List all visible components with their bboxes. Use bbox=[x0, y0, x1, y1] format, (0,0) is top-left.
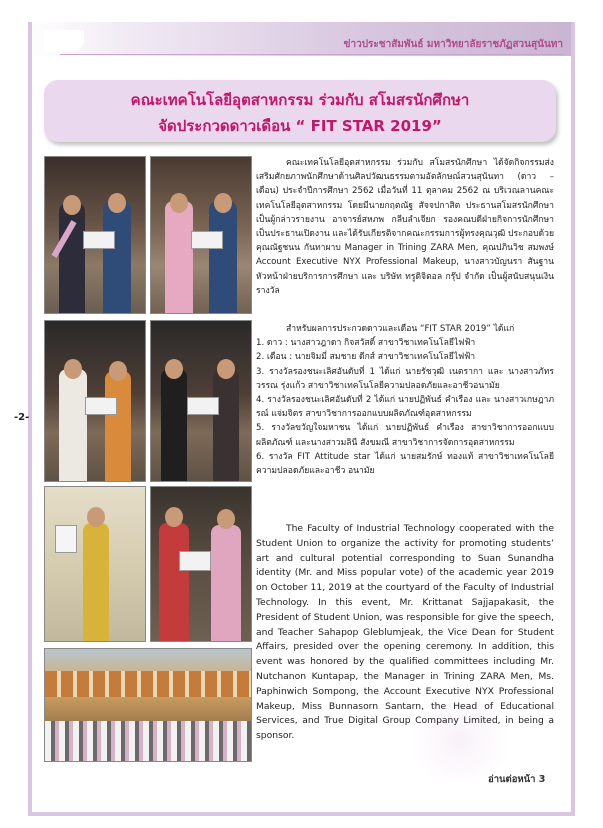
photo-award-3 bbox=[44, 320, 146, 482]
frame-right bbox=[571, 22, 575, 812]
result-item: 1. ดาว : นางสาวฎาดา กิจสวัสดิ์ สาขาวิชาเทคโนโลยีไฟฟ้า bbox=[256, 338, 476, 349]
paragraph-thai-1: คณะเทคโนโลยีอุตสาหกรรม ร่วมกับ สโมสรนักศึกษา ได้จัดกิจกรรมส่งเสริมศักยภาพนักศึกษาด้านศิลปวัฒนธรรมตามอัตลักษณ์สวนสุนันทา (ดาว – เดือน) ประจำปีการศึกษา 2562 เมื่อวันที่ 11 ตุลาคม 2562 ณ บริเวณลานคณะเทคโนโลยีอุตสาหกรรม โดยมีนายกฤตณัฐ สัจจปกาสิต ประธานสโมสรนักศึกษา เป็นผู้กล่าวรายงาน อาจารย์สหภพ กลีบลำเจียก รองคณบดีฝ่ายกิจการนักศึกษา เป็นประธานเปิดงาน และได้รับเกียรติจากคณะกรรมการผู้ทรงคุณวุฒิ ประกอบด้วย คุณณัฐชนน กันทาผาบ Manager in Trining ZARA Men, คุณปภินวิช สมพงษ์ Account Executive NYX Professional Makeup, นางสาวบัญนรา สันฐาน หัวหน้าฝ่ายบริการการศึกษา และ บริษัท ทรูดิจิตอล กรุ๊ป จำกัด เป็นผู้สนับสนุนเงินรางวัล bbox=[256, 158, 554, 296]
audience-crowd bbox=[45, 721, 251, 761]
photo-award-2 bbox=[150, 156, 252, 314]
result-item: 2. เดือน : นายจิมมี่ สมชาย ดีกส์ สาขาวิชาเทคโนโลยีไฟฟ้า bbox=[256, 352, 476, 363]
title-line-1: คณะเทคโนโลยีอุตสาหกรรม ร่วมกับ สโมสรนักศึกษา bbox=[130, 91, 470, 109]
header-divider bbox=[60, 54, 563, 55]
result-item: 4. รางวัลรองชนะเลิศอันดับที่ 2 ได้แก่ นายปฏิพันธ์ คำเรือง และ นางสาวเกษฎาภรณ์ แจ่มจิตร สาขาวิชาการออกแบบผลิตภัณฑ์อุตสาหกรรม bbox=[256, 395, 554, 420]
header-text: ข่าวประชาสัมพันธ์ มหาวิทยาลัยราชภัฏสวนสุนันทา bbox=[343, 39, 563, 50]
result-item: 6. รางวัล FIT Attitude star ได้แก่ นายสมรักษ์ ทองแท้ สาขาวิชาเทคโนโลยีความปลอดภัยและอาชีว อนามัย bbox=[256, 451, 554, 477]
paragraph-english: The Faculty of Industrial Technology cooperated with the Student Union to organize the activity for promoting students’ art and cultural potential corresponding to Suan Sunandha identity (Mr. and Miss popular vote) of the academic year 2019 on October 11, 2019 at the courtyard of the Faculty of Industrial Technology. In this event, Mr. Krittanat Sajjapakasit, the President of Student Union, was responsible for give the speech, and Teacher Sahapop Gleblumjeak, the Vice Dean for Student Affairs, presided over the opening ceremony. In addition, this event was honored by the qualified committees including Mr. Nutchanon Kuntapap, the Manager in Trining ZARA Men, Ms. Paphinwich Sompong, the Account Executive NYX Professional Makeup, Miss Bunnasorn Santarn, the Head of Educational Services, and True Digital Group Company Limited, in being a sponsor. bbox=[256, 523, 554, 742]
title-line-2: จัดประกวดดาวเดือน “ FIT STAR 2019” bbox=[158, 117, 442, 135]
continue-link[interactable]: อ่านต่อหน้า 3 bbox=[488, 774, 546, 785]
photo-award-4 bbox=[150, 320, 252, 482]
header-tab bbox=[44, 30, 84, 52]
title-box bbox=[44, 80, 556, 142]
photo-audience bbox=[44, 648, 252, 762]
photo-award-popular bbox=[150, 486, 252, 642]
result-item: 5. รางวัลขวัญใจมหาชน ได้แก่ นายปฏิพันธ์ คำเรือง สาขาวิชาการออกแบบผลิตภัณฑ์ และนางสาวมลินี สังขมณี สาขาวิชาการจัดการอุตสาหกรรม bbox=[256, 423, 554, 448]
photo-speaker bbox=[44, 486, 146, 642]
result-item: 3. รางวัลรองชนะเลิศอันดับที่ 1 ได้แก่ นายรัชวุฒิ เนตรากา และ นางสาวภัทรวรรณ รุ่งแก้ว สาขาวิชาเทคโนโลยีความปลอดภัยและอาชีวอนามัย bbox=[256, 366, 554, 391]
results-lead: สำหรับผลการประกวดดาวและเดือน “FIT STAR 2019” ได้แก่ bbox=[286, 324, 515, 334]
page-number-side: -2- bbox=[14, 412, 30, 423]
photo-award-1 bbox=[44, 156, 146, 314]
frame-bottom bbox=[28, 812, 575, 816]
results-section bbox=[256, 322, 554, 478]
building-windows bbox=[45, 671, 251, 697]
